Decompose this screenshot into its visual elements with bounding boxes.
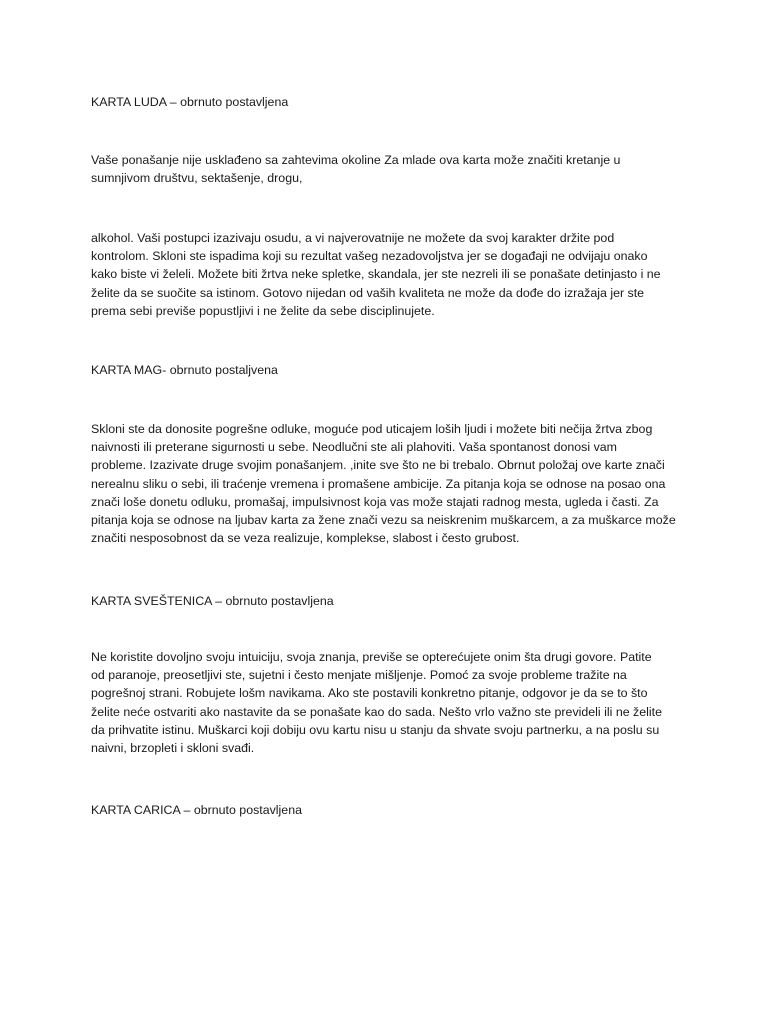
paragraph-karta-svestenica-1: Ne koristite dovoljno svoju intuiciju, svoja znanja, previše se opterećujete onim šta drugi govore. Patite od paranoje, preosetljivi ste, sujetni i često menjate mišljenje. Pomoć za svoje probleme tražite na pogrešnoj strani. Robujete lošm navikama. Ako ste postavili konkretno pitanje, odgovor je da se to što želite neće ostvariti ako nastavite da se ponašate kao do sada. Nešto vrlo važno ste prevideli ili ne želite da prihvatite istinu. Muškarci koji dobiju ovu kartu nisu u stanju da shvate svoju partnerku, a na poslu su naivni, brzopleti i skloni svađi.: [91, 650, 662, 756]
section-heading-karta-carica: KARTA CARICA – obrnuto postavljena: [91, 803, 302, 817]
section-heading-karta-mag: KARTA MAG- obrnuto postaljvena: [91, 363, 278, 377]
paragraph-karta-mag-1: Skloni ste da donosite pogrešne odluke, moguće pod uticajem loših ljudi i možete biti nečija žrtva zbog naivnosti ili preterane sigurnosti u sebe. Neodlučni ste ali plahoviti. Vaša spontanost donosi vam probleme. Izazivate druge svojim ponašanjem. ,inite sve što ne bi trebalo. Obrnut položaj ove karte znači nerealnu sliku o sebi, ili traćenje vremena i promašene ambicije. Za pitanja koja se odnose na posao ona znači loše donetu odluku, promašaj, impulsivnost koja vas može stajati radnog mesta, ugleda i časti. Za pitanja koja se odnose na ljubav karta za žene znači vezu sa neiskrenim muškarcem, a za muškarce može značiti nesposobnost da se veza realizuje, komplekse, slabost i često grubost.: [91, 422, 676, 546]
paragraph-karta-luda-1: Vaše ponašanje nije usklađeno sa zahtevima okoline Za mlade ova karta može značiti kretanje u sumnjivom društvu, sektašenje, drogu,: [91, 153, 621, 186]
section-heading-karta-luda: KARTA LUDA – obrnuto postavljena: [91, 95, 289, 109]
paragraph-karta-luda-2: alkohol. Vaši postupci izazivaju osudu, a vi najverovatnije ne možete da svoj karakter držite pod kontrolom. Skloni ste ispadima koji su rezultat vašeg nezadovoljstva jer se događaji ne odvijaju onako kako biste vi želeli. Možete biti žrtva neke spletke, skandala, jer ste nezreli ili se ponašate detinjasto i ne želite da se suočite sa istinom. Gotovo nijedan od vaših kvaliteta ne može da dođe do izražaja jer ste prema sebi previše popustljivi i ne želite da sebe disciplinujete.: [91, 231, 661, 318]
section-heading-karta-svestenica: KARTA SVEŠTENICA – obrnuto postavljena: [91, 594, 334, 608]
